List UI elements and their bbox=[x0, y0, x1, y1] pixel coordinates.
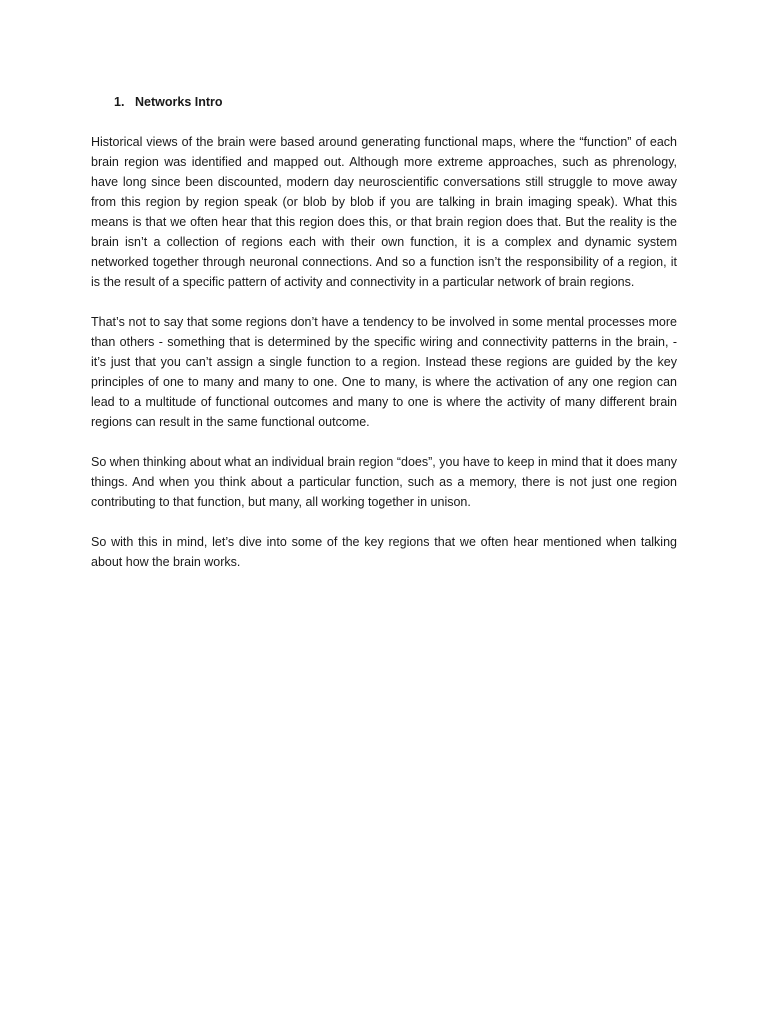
paragraph-3: So when thinking about what an individual brain region “does”, you have to keep in mind that it does many things. And when you think about a particular function, such as a memory, there is not just one region contributing to that function, but many, all working together in unison. bbox=[91, 455, 677, 509]
paragraph-1: Historical views of the brain were based around generating functional maps, where the “function” of each brain region was identified and mapped out. Although more extreme approaches, such as phrenology, have long since been discounted, modern day neuroscientific conversations still struggle to move away from this region by region speak (or blob by blob if you are talking in brain imaging speak). What this means is that we often hear that this region does this, or that brain region does that. But the reality is the brain isn’t a collection of regions each with their own function, it is a complex and dynamic system networked together through neuronal connections. And so a function isn’t the responsibility of a region, it is the result of a specific pattern of activity and connectivity in a particular network of brain regions. bbox=[91, 135, 677, 289]
section-title: Networks Intro bbox=[135, 95, 223, 109]
document-body bbox=[91, 92, 677, 592]
paragraph-2: That’s not to say that some regions don’t have a tendency to be involved in some mental processes more than others - something that is determined by the specific wiring and connectivity patterns in the brain, - it’s just that you can’t assign a single function to a region. Instead these regions are guided by the key principles of one to many and many to one. One to many, is where the activation of any one region can lead to a multitude of functional outcomes and many to one is where the activity of many different brain regions can result in the same functional outcome. bbox=[91, 315, 677, 429]
paragraph-4: So with this in mind, let’s dive into some of the key regions that we often hear mentioned when talking about how the brain works. bbox=[91, 535, 677, 569]
section-number: 1. bbox=[114, 95, 125, 109]
section-heading bbox=[91, 92, 677, 112]
